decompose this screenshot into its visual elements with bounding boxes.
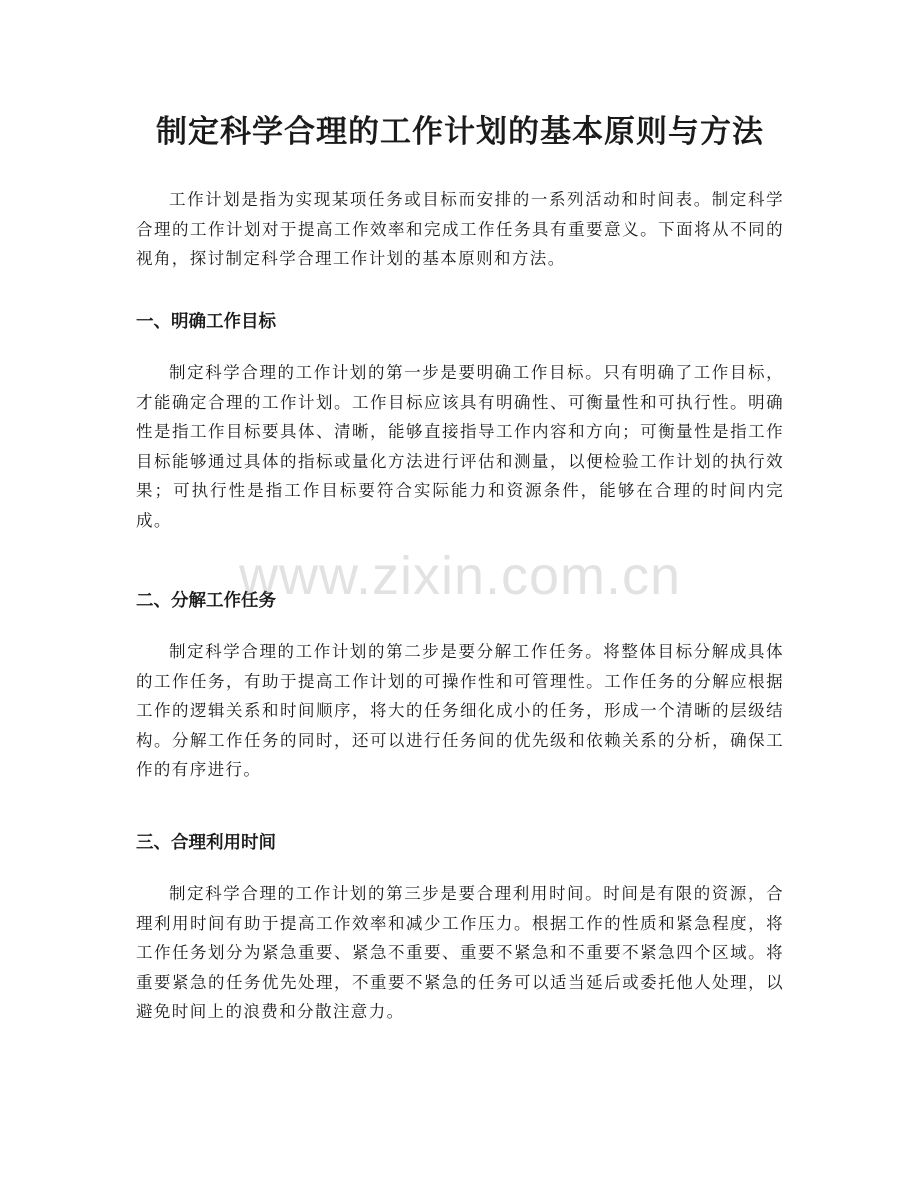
document-title: 制定科学合理的工作计划的基本原则与方法: [156, 114, 764, 150]
section-body-3: 制定科学合理的工作计划的第三步是要合理利用时间。时间是有限的资源，合理利用时间有助于提高工作效率和减少工作压力。根据工作的性质和紧急程度，将工作任务划分为紧急重要、紧急不重要、重要不紧急和不重要不紧急四个区域。将重要紧急的任务优先处理，不重要不紧急的任务可以适当延后或委托他人处理，以避免时间上的浪费和分散注意力。: [136, 884, 784, 1021]
section-heading-3: 三、合理利用时间: [136, 833, 276, 853]
watermark: www.zixin.com.cn: [238, 546, 682, 606]
section-heading-2: 二、分解工作任务: [136, 591, 276, 611]
section-body-1: 制定科学合理的工作计划的第一步是要明确工作目标。只有明确了工作目标，才能确定合理的工作计划。工作目标应该具有明确性、可衡量性和可执行性。明确性是指工作目标要具体、清晰，能够直接指导工作内容和方向；可衡量性是指工作目标能够通过具体的指标或量化方法进行评估和测量，以便检验工作计划的执行效果；可执行性是指工作目标要符合实际能力和资源条件，能够在合理的时间内完成。: [136, 363, 784, 530]
section-body-2: 制定科学合理的工作计划的第二步是要分解工作任务。将整体目标分解成具体的工作任务，有助于提高工作计划的可操作性和可管理性。工作任务的分解应根据工作的逻辑关系和时间顺序，将大的任务细化成小的任务，形成一个清晰的层级结构。分解工作任务的同时，还可以进行任务间的优先级和依赖关系的分析，确保工作的有序进行。: [136, 642, 784, 779]
intro-paragraph: 工作计划是指为实现某项任务或目标而安排的一系列活动和时间表。制定科学合理的工作计划对于提高工作效率和完成工作任务具有重要意义。下面将从不同的视角，探讨制定科学合理工作计划的基本原则和方法。: [136, 190, 784, 268]
section-heading-1: 一、明确工作目标: [136, 312, 276, 332]
